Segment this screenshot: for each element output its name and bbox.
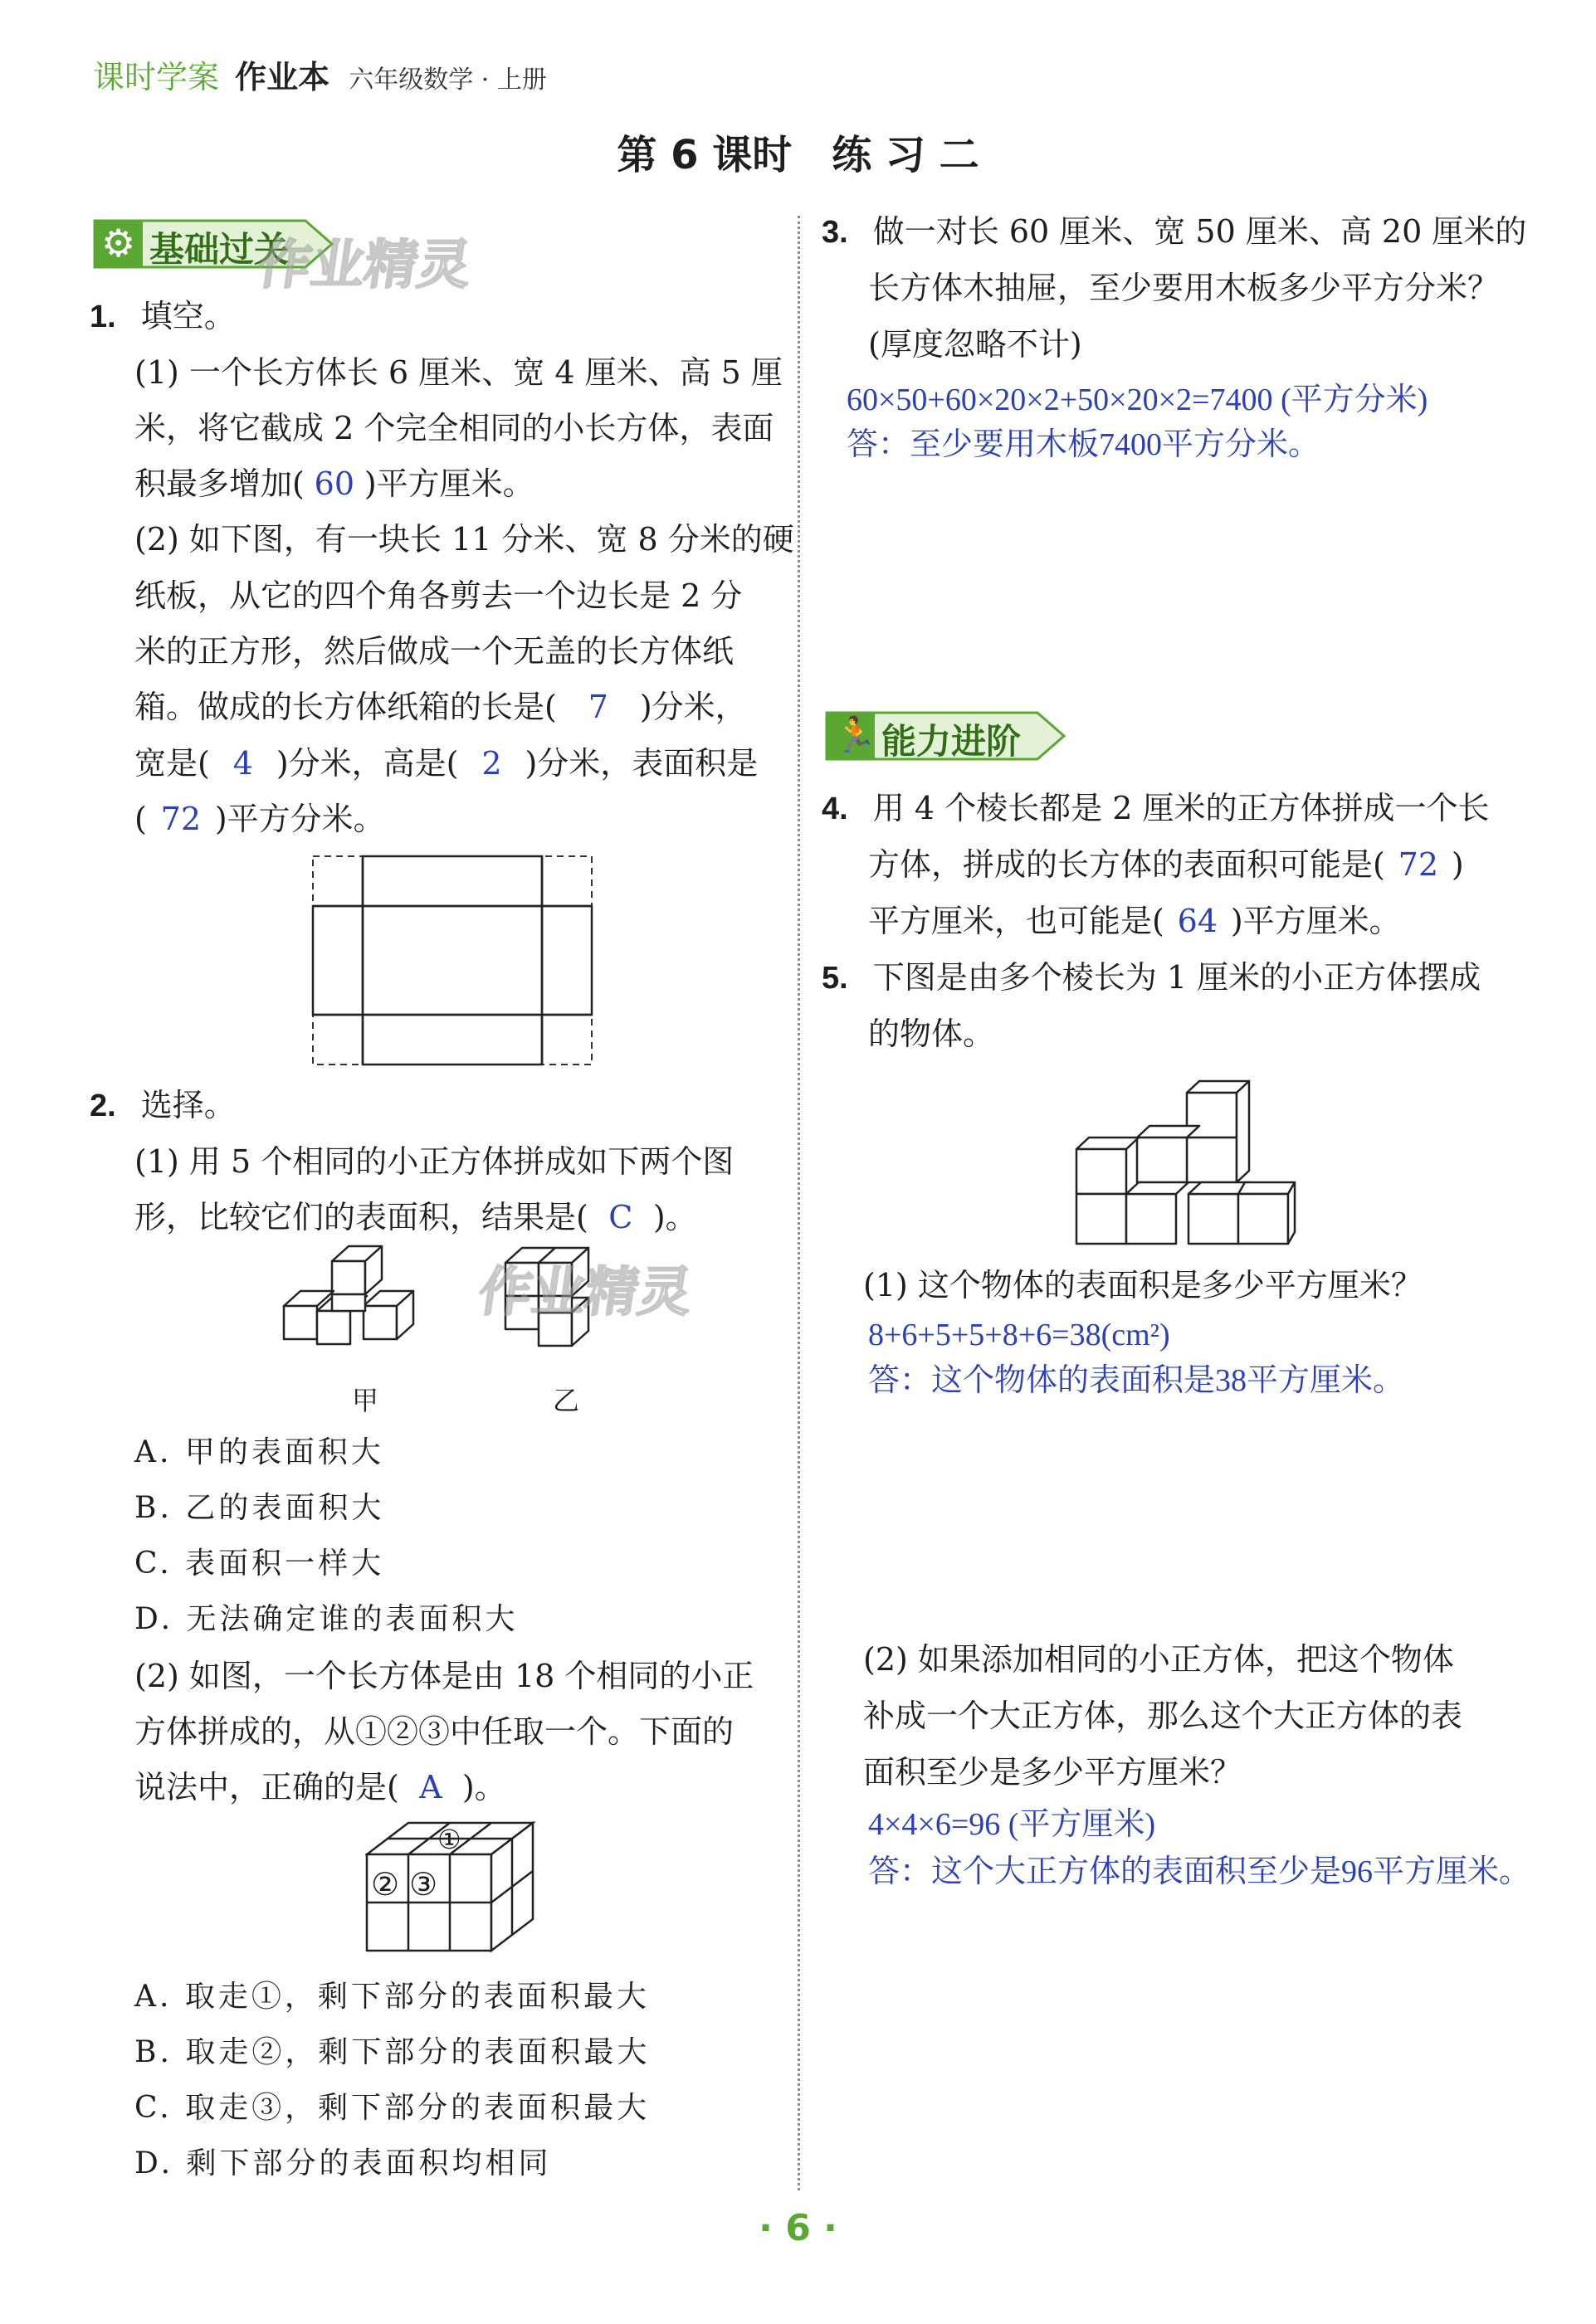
page-number: · 6 · xyxy=(759,2207,837,2249)
header xyxy=(93,51,547,101)
q5-answer1-text: 答：这个物体的表面积是38平方厘米。 xyxy=(868,1363,1405,1398)
q1-p2-line2: 纸板，从它的四个角各剪去一个边长是 2 分 xyxy=(134,577,743,614)
staircase-cube-figure xyxy=(1075,1074,1299,1249)
cube-mark-3: ③ xyxy=(409,1866,438,1903)
header-brand: 课时学案 xyxy=(93,59,220,95)
header-grade: 六年级数学 · 上册 xyxy=(349,66,547,95)
q5-p2-line1: (2) 如果添加相同的小正方体，把这个物体 xyxy=(863,1641,1454,1678)
section-advanced-title: 能力进阶 xyxy=(881,721,1022,762)
q1-number: 1. xyxy=(90,300,116,334)
q2-p2-line1: (2) 如图，一个长方体是由 18 个相同的小正 xyxy=(134,1658,754,1694)
q4-line3: 平方厘米，也可能是( xyxy=(868,903,1164,939)
watermark: 作业精灵 xyxy=(253,235,476,296)
q1-p2-line4: 箱。做成的长方体纸箱的长是( xyxy=(134,689,557,725)
q2-p2-line3b: )。 xyxy=(461,1769,506,1805)
q2-answer-1: C xyxy=(608,1199,633,1235)
section-basic-title: 基础过关 xyxy=(149,229,290,270)
q3-line2: 长方体木抽屉，至少要用木板多少平方分米？ xyxy=(868,270,1500,306)
q3-line1: 做一对长 60 厘米、宽 50 厘米、高 20 厘米的 xyxy=(872,213,1527,250)
q2-p1-line2: 形，比较它们的表面积，结果是( xyxy=(134,1199,588,1235)
q2-number: 2. xyxy=(90,1089,116,1123)
q1-p2-line1: (2) 如下图，有一块长 11 分米、宽 8 分米的硬 xyxy=(134,521,794,558)
q1-answer-height: 2 xyxy=(481,745,502,782)
q2-option-a: A. 甲的表面积大 xyxy=(134,1435,384,1469)
q5-answer2-calc: 4×4×6=96 (平方厘米) xyxy=(868,1807,1156,1842)
q1-p2-line3: 米的正方形，然后做成一个无盖的长方体纸 xyxy=(134,633,735,670)
q1-p2-line5b: )分米，高是( xyxy=(276,745,459,782)
q2-option2-d: D. 剩下部分的表面积均相同 xyxy=(134,2146,552,2180)
q1-p1-line3b: )平方厘米。 xyxy=(364,465,534,502)
q1-p2-line4b: )分米， xyxy=(639,689,747,725)
q5-answer1-calc: 8+6+5+5+8+6=38(cm²) xyxy=(868,1318,1170,1352)
q2-p1-line1: (1) 用 5 个相同的小正方体拼成如下两个图 xyxy=(134,1143,735,1180)
q2-p2-line2: 方体拼成的，从①②③中任取一个。下面的 xyxy=(134,1713,735,1750)
q4-number: 4. xyxy=(822,792,848,826)
runner-icon: 🏃 xyxy=(833,714,877,755)
q1-answer-length: 7 xyxy=(588,689,608,725)
cube-mark-1: ① xyxy=(437,1824,461,1855)
page-title: 第 6 课时 练 习 二 xyxy=(617,132,979,178)
q1-p1-line3: 积最多增加( xyxy=(134,465,305,502)
q1-answer-1: 60 xyxy=(314,465,354,502)
q5-p2-line2: 补成一个大正方体，那么这个大正方体的表 xyxy=(863,1698,1463,1734)
q4-line3b: )平方厘米。 xyxy=(1230,903,1401,939)
q2-option-b: B. 乙的表面积大 xyxy=(134,1491,385,1525)
q1-p2-line5c: )分米，表面积是 xyxy=(525,745,759,782)
q2-option-c: C. 表面积一样大 xyxy=(134,1547,385,1581)
q1-p2-line5a: 宽是( xyxy=(134,745,210,782)
gear-icon: ⚙ xyxy=(101,221,136,266)
q2-p1-line2b: )。 xyxy=(652,1199,697,1235)
q2-option2-b: B. 取走②，剩下部分的表面积最大 xyxy=(134,2035,651,2069)
cardboard-figure xyxy=(311,855,593,1066)
q4-answer-1: 72 xyxy=(1398,846,1438,883)
q1-p2-line6a: ( xyxy=(134,801,147,837)
q3-line3: (厚度忽略不计) xyxy=(868,326,1082,363)
q2-p2-line3: 说法中，正确的是( xyxy=(134,1769,399,1805)
q4-line2b: ) xyxy=(1451,846,1464,883)
q4-line2: 方体，拼成的长方体的表面积可能是( xyxy=(868,846,1385,883)
q5-p1: (1) 这个物体的表面积是多少平方厘米？ xyxy=(863,1267,1423,1303)
q1-answer-surface: 72 xyxy=(160,801,201,837)
fig-label-yi: 乙 xyxy=(553,1385,580,1416)
q2-option-d: D. 无法确定谁的表面积大 xyxy=(134,1602,519,1636)
q3-answer-text: 答：至少要用木板7400平方分米。 xyxy=(847,427,1320,462)
q5-answer2-text: 答：这个大正方体的表面积至少是96平方厘米。 xyxy=(868,1854,1531,1889)
header-book: 作业本 xyxy=(235,59,330,95)
q2-option2-a: A. 取走①，剩下部分的表面积最大 xyxy=(134,1980,650,2014)
q5-line2: 的物体。 xyxy=(868,1016,995,1052)
q1-answer-width: 4 xyxy=(232,745,253,782)
q5-p2-line3: 面积至少是多少平方厘米？ xyxy=(863,1754,1242,1791)
q1-p1-line1: (1) 一个长方体长 6 厘米、宽 4 厘米、高 5 厘 xyxy=(134,354,783,391)
q1-p1-line2: 米，将它截成 2 个完全相同的小长方体，表面 xyxy=(134,410,774,446)
q2-title: 选择。 xyxy=(140,1087,236,1123)
q3-number: 3. xyxy=(822,215,848,250)
watermark-2: 作业精灵 xyxy=(474,1262,696,1323)
q4-answer-2: 64 xyxy=(1177,903,1218,939)
q1-p2-line6b: )平方分米。 xyxy=(214,801,385,837)
cube-figure-jia xyxy=(282,1245,448,1377)
column-divider xyxy=(798,216,800,2190)
q4-line1: 用 4 个棱长都是 2 厘米的正方体拼成一个长 xyxy=(872,790,1490,826)
cube-mark-2: ② xyxy=(371,1866,400,1903)
q1-title: 填空。 xyxy=(140,298,236,334)
q3-answer-calc: 60×50+60×20×2+50×20×2=7400 (平方分米) xyxy=(847,382,1428,417)
q2-option2-c: C. 取走③，剩下部分的表面积最大 xyxy=(134,2091,651,2125)
q5-line1: 下图是由多个棱长为 1 厘米的小正方体摆成 xyxy=(872,959,1481,996)
fig-label-jia: 甲 xyxy=(352,1385,379,1416)
q5-number: 5. xyxy=(822,961,848,996)
q2-answer-2: A xyxy=(419,1769,442,1805)
